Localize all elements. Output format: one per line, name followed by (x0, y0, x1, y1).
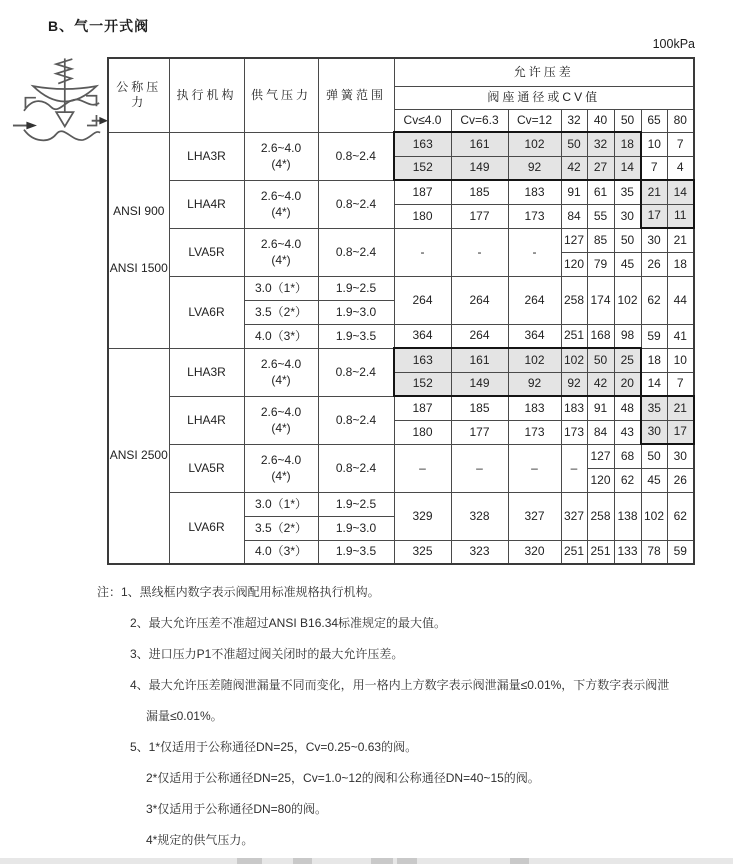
header-nominal-pressure: 公称压力 (108, 58, 169, 132)
table-cell: 91 (587, 396, 614, 420)
next-page-table-edge (0, 858, 733, 864)
table-cell: 180 (394, 204, 451, 228)
table-cell: 61 (587, 180, 614, 204)
table-cell: 120 (587, 468, 614, 492)
pressure-spec-table (107, 57, 695, 565)
table-cell: 173 (508, 420, 561, 444)
page-title: B、气一开式阀 (48, 18, 150, 34)
table-cell: 185 (451, 396, 508, 420)
table-cell: 185 (451, 180, 508, 204)
table-row (108, 228, 694, 252)
table-cell: 323 (451, 540, 508, 564)
table-cell: 364 (394, 324, 451, 348)
table-cell: 92 (508, 156, 561, 180)
table-cell: 173 (508, 204, 561, 228)
table-row (108, 348, 694, 372)
table-cell: 21 (641, 180, 667, 204)
table-cell: 264 (508, 276, 561, 324)
table-cell: 3.0（1*） (244, 492, 318, 516)
table-cell: 152 (394, 372, 451, 396)
table-cell: 2.6~4.0 (4*) (244, 180, 318, 228)
table-cell: LHA4R (169, 180, 244, 228)
header-supply-pressure: 供气压力 (244, 58, 318, 132)
note-line: 2*仅适用于公称通径DN=25，Cv=1.0~12的阀和公称通径DN=40~15的阀。 (146, 771, 540, 785)
table-cell: 11 (667, 204, 694, 228)
table-cell: 55 (587, 204, 614, 228)
table-cell: 174 (587, 276, 614, 324)
table-cell: 183 (508, 396, 561, 420)
table-cell: 258 (561, 276, 587, 324)
table-cell: 62 (641, 276, 667, 324)
table-cell: 30 (667, 444, 694, 468)
table-cell: 120 (561, 252, 587, 276)
table-cell: 0.8~2.4 (318, 180, 394, 228)
table-cell: 59 (667, 540, 694, 564)
table-cell: 30 (641, 228, 667, 252)
table-cell: 258 (587, 492, 614, 540)
table-cell: 3.5（2*） (244, 300, 318, 324)
table-cell: 35 (614, 180, 641, 204)
table-cell: 4.0（3*） (244, 540, 318, 564)
table-cell: 84 (587, 420, 614, 444)
table-cell: 21 (667, 396, 694, 420)
table-cell: 14 (667, 180, 694, 204)
table-cell: 84 (561, 204, 587, 228)
table-cell: 251 (561, 540, 587, 564)
table-cell: - (508, 228, 561, 276)
table-cell: 17 (667, 420, 694, 444)
table-cell: LHA3R (169, 132, 244, 180)
table-cell: 42 (561, 156, 587, 180)
table-cell: 45 (614, 252, 641, 276)
table-cell: 78 (641, 540, 667, 564)
table-cell: 62 (614, 468, 641, 492)
table-cell: 14 (614, 156, 641, 180)
table-cell: 1.9~3.0 (318, 300, 394, 324)
table-cell: 161 (451, 132, 508, 156)
table-cell: LVA5R (169, 228, 244, 276)
table-cell: 173 (561, 420, 587, 444)
table-cell: 21 (667, 228, 694, 252)
table-cell: 7 (667, 132, 694, 156)
table-cell: 50 (641, 444, 667, 468)
table-cell: 251 (587, 540, 614, 564)
table-cell: 327 (508, 492, 561, 540)
table-cell: 92 (561, 372, 587, 396)
table-cell: 48 (614, 396, 641, 420)
table-cell: 0.8~2.4 (318, 348, 394, 396)
table-cell: 44 (667, 276, 694, 324)
table-cell: 92 (508, 372, 561, 396)
table-cell: LVA6R (169, 492, 244, 564)
table-cell: 163 (394, 348, 451, 372)
table-cell: 17 (641, 204, 667, 228)
table-cell: 320 (508, 540, 561, 564)
table-cell: 2.6~4.0 (4*) (244, 132, 318, 180)
header-spring-range: 弹簧范围 (318, 58, 394, 132)
table-cell: 2.6~4.0 (4*) (244, 396, 318, 444)
table-cell: 26 (667, 468, 694, 492)
table-cell: 10 (641, 132, 667, 156)
table-cell: 138 (614, 492, 641, 540)
table-cell: LVA5R (169, 444, 244, 492)
table-cell: 1.9~2.5 (318, 276, 394, 300)
header-allowable-dp: 允许压差 (394, 58, 694, 86)
table-cell: 168 (587, 324, 614, 348)
table-cell: 102 (508, 348, 561, 372)
note-line: 3、进口压力P1不准超过阀关闭时的最大允许压差。 (130, 647, 404, 661)
table-cell: 364 (508, 324, 561, 348)
table-cell: 1.9~3.5 (318, 540, 394, 564)
table-cell: 2.6~4.0 (4*) (244, 348, 318, 396)
table-cell: 102 (508, 132, 561, 156)
header-cv-col: Cv≤4.0 (394, 109, 451, 132)
table-cell: 20 (614, 372, 641, 396)
table-cell: ANSI 2500 (108, 348, 169, 564)
table-cell: LHA4R (169, 396, 244, 444)
table-cell: ANSI 900 ANSI 1500 (108, 132, 169, 348)
table-cell: 30 (614, 204, 641, 228)
table-cell: 163 (394, 132, 451, 156)
table-row (108, 444, 694, 468)
table-cell: 68 (614, 444, 641, 468)
table-cell: 127 (587, 444, 614, 468)
table-row (108, 180, 694, 204)
header-seat-or-cv: 阀座通径或CV值 (394, 86, 694, 109)
table-cell: 2.6~4.0 (4*) (244, 444, 318, 492)
table-cell: 18 (641, 348, 667, 372)
table-cell: 251 (561, 324, 587, 348)
table-cell: 183 (561, 396, 587, 420)
header-cv-col: 80 (667, 109, 694, 132)
table-cell: 27 (587, 156, 614, 180)
table-cell: 42 (587, 372, 614, 396)
table-cell: 177 (451, 420, 508, 444)
table-cell: 127 (561, 228, 587, 252)
table-cell: 161 (451, 348, 508, 372)
table-cell: 329 (394, 492, 451, 540)
table-cell: 327 (561, 492, 587, 540)
table-cell: 102 (641, 492, 667, 540)
table-cell: 4 (667, 156, 694, 180)
table-cell: 45 (641, 468, 667, 492)
header-actuator: 执行机构 (169, 58, 244, 132)
table-cell: 0.8~2.4 (318, 132, 394, 180)
header-cv-col: 32 (561, 109, 587, 132)
table-cell: 79 (587, 252, 614, 276)
table-cell: 18 (614, 132, 641, 156)
table-cell: 26 (641, 252, 667, 276)
table-cell: LHA3R (169, 348, 244, 396)
note-line: 4、最大允许压差随阀泄漏量不同而变化，用一格内上方数字表示阀泄漏量≤0.01%，下方数字表示阀泄 (130, 678, 670, 692)
table-cell: 149 (451, 372, 508, 396)
header-cv-col: 50 (614, 109, 641, 132)
note-line: 5、1*仅适用于公称通径DN=25，Cv=0.25~0.63的阀。 (130, 740, 418, 754)
note-line: 4*规定的供气压力。 (146, 833, 254, 847)
table-cell: – (394, 444, 451, 492)
table-cell: LVA6R (169, 276, 244, 348)
table-cell: 187 (394, 180, 451, 204)
note-line: 3*仅适用于公称通径DN=80的阀。 (146, 802, 328, 816)
table-header-row (108, 58, 694, 86)
table-cell: 41 (667, 324, 694, 348)
table-cell: 4.0（3*） (244, 324, 318, 348)
table-cell: 102 (614, 276, 641, 324)
table-cell: 177 (451, 204, 508, 228)
table-cell: 328 (451, 492, 508, 540)
table-cell: 62 (667, 492, 694, 540)
table-cell: 43 (614, 420, 641, 444)
header-cv-col: Cv=6.3 (451, 109, 508, 132)
table-cell: 98 (614, 324, 641, 348)
table-cell: 187 (394, 396, 451, 420)
table-cell: 59 (641, 324, 667, 348)
table-row (108, 276, 694, 300)
table-cell: - (394, 228, 451, 276)
table-cell: 7 (641, 156, 667, 180)
table-cell: – (451, 444, 508, 492)
table-cell: 10 (667, 348, 694, 372)
table-cell: 102 (561, 348, 587, 372)
table-cell: 25 (614, 348, 641, 372)
table-cell: 2.6~4.0 (4*) (244, 228, 318, 276)
table-cell: 149 (451, 156, 508, 180)
table-cell: 35 (641, 396, 667, 420)
valve-schematic-icon (12, 56, 108, 148)
notes-section (97, 583, 717, 862)
note-line: 漏量≤0.01%。 (146, 709, 223, 723)
table-cell: 0.8~2.4 (318, 396, 394, 444)
table-cell: 133 (614, 540, 641, 564)
table-cell: 50 (561, 132, 587, 156)
table-cell: 50 (614, 228, 641, 252)
table-cell: - (451, 228, 508, 276)
table-row (108, 396, 694, 420)
table-cell: 32 (587, 132, 614, 156)
table-cell: – (561, 444, 587, 492)
note-line: 2、最大允许压差不准超过ANSI B16.34标准规定的最大值。 (130, 616, 447, 630)
table-cell: 85 (587, 228, 614, 252)
note-line: 注：1、黑线框内数字表示阀配用标准规格执行机构。 (97, 585, 380, 599)
table-cell: 30 (641, 420, 667, 444)
table-cell: 264 (451, 276, 508, 324)
table-cell: 50 (587, 348, 614, 372)
table-cell: 325 (394, 540, 451, 564)
pressure-unit-label: 100kPa (652, 37, 695, 51)
table-row (108, 132, 694, 156)
table-cell: 91 (561, 180, 587, 204)
header-cv-col: 65 (641, 109, 667, 132)
table-cell: – (508, 444, 561, 492)
table-cell: 3.0（1*） (244, 276, 318, 300)
table-cell: 3.5（2*） (244, 516, 318, 540)
table-cell: 1.9~3.5 (318, 324, 394, 348)
table-row (108, 492, 694, 516)
table-cell: 264 (451, 324, 508, 348)
table-cell: 180 (394, 420, 451, 444)
table-cell: 14 (641, 372, 667, 396)
table-cell: 264 (394, 276, 451, 324)
table-cell: 7 (667, 372, 694, 396)
table-cell: 0.8~2.4 (318, 444, 394, 492)
table-cell: 1.9~2.5 (318, 492, 394, 516)
table-cell: 18 (667, 252, 694, 276)
table-cell: 1.9~3.0 (318, 516, 394, 540)
table-cell: 152 (394, 156, 451, 180)
header-cv-col: Cv=12 (508, 109, 561, 132)
table-cell: 183 (508, 180, 561, 204)
table-cell: 0.8~2.4 (318, 228, 394, 276)
header-cv-col: 40 (587, 109, 614, 132)
